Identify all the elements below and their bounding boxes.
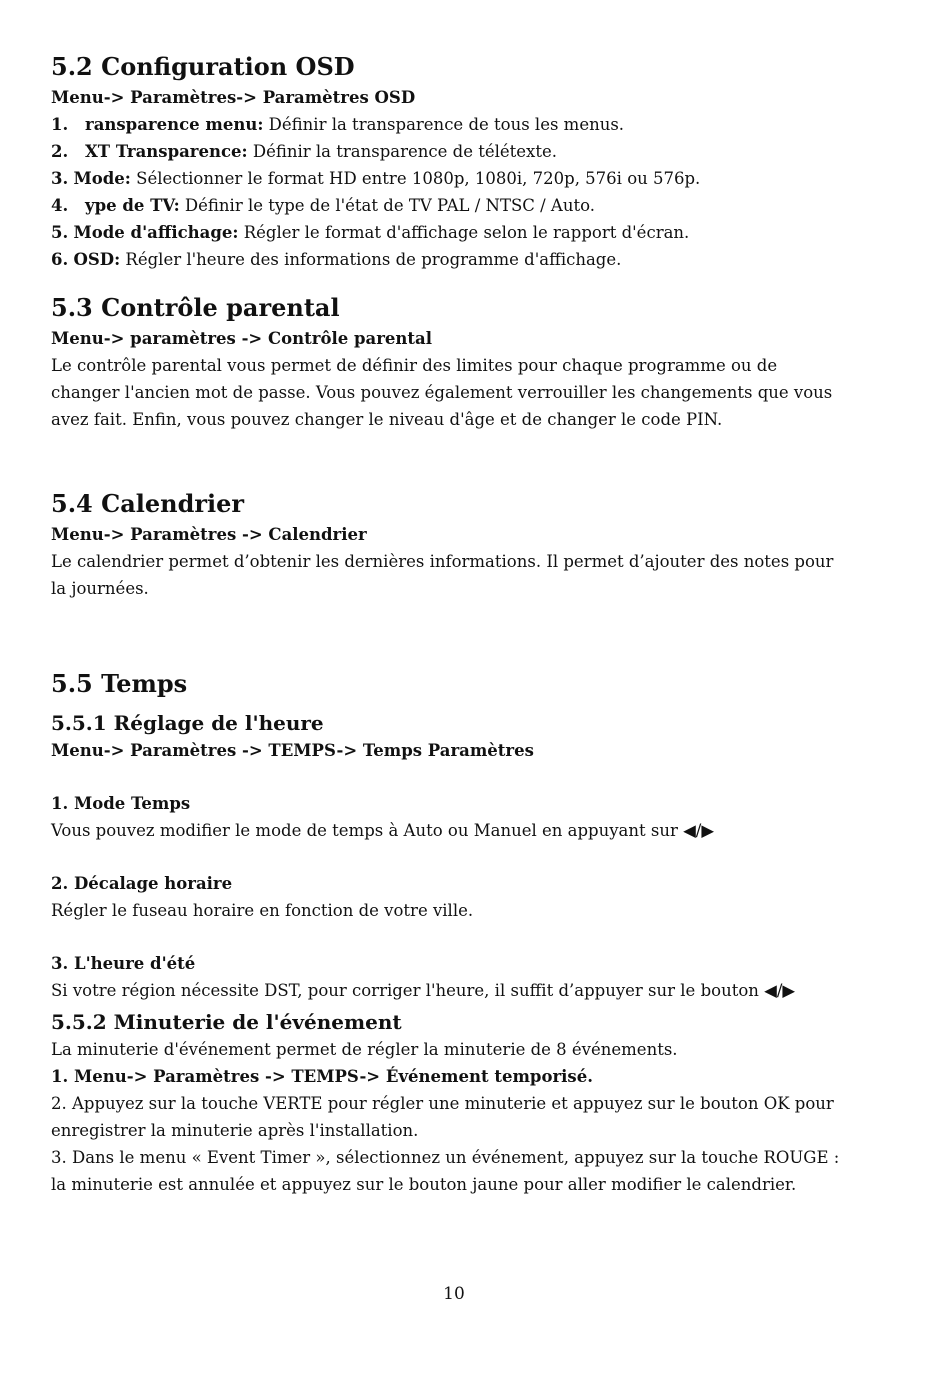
section-osd-configuration	[51, 50, 911, 273]
item-number: 5.	[51, 223, 69, 242]
document-page	[51, 50, 911, 1198]
menu-path: Menu-> Paramètres -> Calendrier	[51, 525, 367, 544]
item-heading: 3. L'heure d'été	[51, 954, 196, 973]
item-number: 6.	[51, 250, 69, 269]
section-title: 5.4 Calendrier	[51, 489, 245, 518]
menu-path: Menu-> paramètres -> Contrôle parental	[51, 329, 432, 348]
paragraph-line: Le calendrier permet d’obtenir les dernières informations. Il permet d’ajouter des notes pour	[51, 552, 834, 571]
list-item	[51, 219, 911, 246]
item-text: Si votre région nécessite DST, pour corriger l'heure, il suffit d’appuyer sur le bouton ◀/▶	[51, 981, 796, 1000]
section-title: 5.3 Contrôle parental	[51, 293, 340, 322]
item-text: Régler le fuseau horaire en fonction de votre ville.	[51, 901, 474, 920]
list-item	[51, 165, 911, 192]
item-label: OSD:	[73, 250, 121, 269]
menu-path: Menu-> Paramètres -> TEMPS-> Temps Paramètres	[51, 741, 534, 760]
item-heading: 2. Décalage horaire	[51, 874, 233, 893]
subsection-event-timer	[51, 1008, 911, 1198]
item-number: 3.	[51, 169, 69, 188]
item-label: Mode:	[73, 169, 131, 188]
menu-path: Menu-> Paramètres-> Paramètres OSD	[51, 88, 416, 107]
paragraph-line: Le contrôle parental vous permet de définir des limites pour chaque programme ou de	[51, 356, 778, 375]
item-text: Régler l'heure des informations de programme d'affichage.	[120, 250, 622, 269]
item-number: 4.	[51, 196, 69, 215]
section-title: 5.2 Configuration OSD	[51, 52, 355, 81]
section-time	[51, 667, 911, 1198]
item-label: ransparence menu:	[85, 115, 264, 134]
step-line: 1. Menu-> Paramètres -> TEMPS-> Événement temporisé.	[51, 1067, 593, 1086]
item-label: XT Transparence:	[85, 142, 248, 161]
item-label: ype de TV:	[85, 196, 180, 215]
section-parental-control	[51, 291, 911, 433]
item-text: Définir la transparence de tous les menus.	[263, 115, 625, 134]
list-item	[51, 111, 911, 138]
item-text: Vous pouvez modifier le mode de temps à Auto ou Manuel en appuyant sur ◀/▶	[51, 821, 715, 840]
item-text: Sélectionner le format HD entre 1080p, 1080i, 720p, 576i ou 576p.	[130, 169, 701, 188]
item-number: 1.	[51, 115, 69, 134]
section-title: 5.5 Temps	[51, 669, 188, 698]
subsection-time-setting	[51, 709, 911, 1004]
item-text: Définir le type de l'état de TV PAL / NTSC / Auto.	[179, 196, 595, 215]
item-label: Mode d'affichage:	[73, 223, 239, 242]
list-item	[51, 246, 911, 273]
list-item	[51, 138, 911, 165]
item-text: Régler le format d'affichage selon le rapport d'écran.	[238, 223, 690, 242]
list-item	[51, 192, 911, 219]
osd-settings-list	[51, 111, 911, 273]
paragraph-line: avez fait. Enfin, vous pouvez changer le niveau d'âge et de changer le code PIN.	[51, 410, 723, 429]
page-number: 10	[443, 1284, 465, 1304]
step-line: enregistrer la minuterie après l'installation.	[51, 1121, 419, 1140]
step-line: 2. Appuyez sur la touche VERTE pour régler une minuterie et appuyez sur le bouton OK pour	[51, 1094, 834, 1113]
item-heading: 1. Mode Temps	[51, 794, 191, 813]
step-line: 3. Dans le menu « Event Timer », sélectionnez un événement, appuyez sur la touche ROUGE :	[51, 1148, 840, 1167]
step-line: la minuterie est annulée et appuyez sur le bouton jaune pour aller modifier le calendrier.	[51, 1175, 797, 1194]
item-number: 2.	[51, 142, 69, 161]
item-text: Définir la transparence de télétexte.	[247, 142, 557, 161]
paragraph-line: La minuterie d'événement permet de régler la minuterie de 8 événements.	[51, 1040, 678, 1059]
subsection-title: 5.5.1 Réglage de l'heure	[51, 711, 324, 735]
section-calendar	[51, 487, 911, 602]
subsection-title: 5.5.2 Minuterie de l'événement	[51, 1010, 402, 1034]
paragraph-line: la journées.	[51, 579, 149, 598]
paragraph-line: changer l'ancien mot de passe. Vous pouvez également verrouiller les changements que vous	[51, 383, 833, 402]
